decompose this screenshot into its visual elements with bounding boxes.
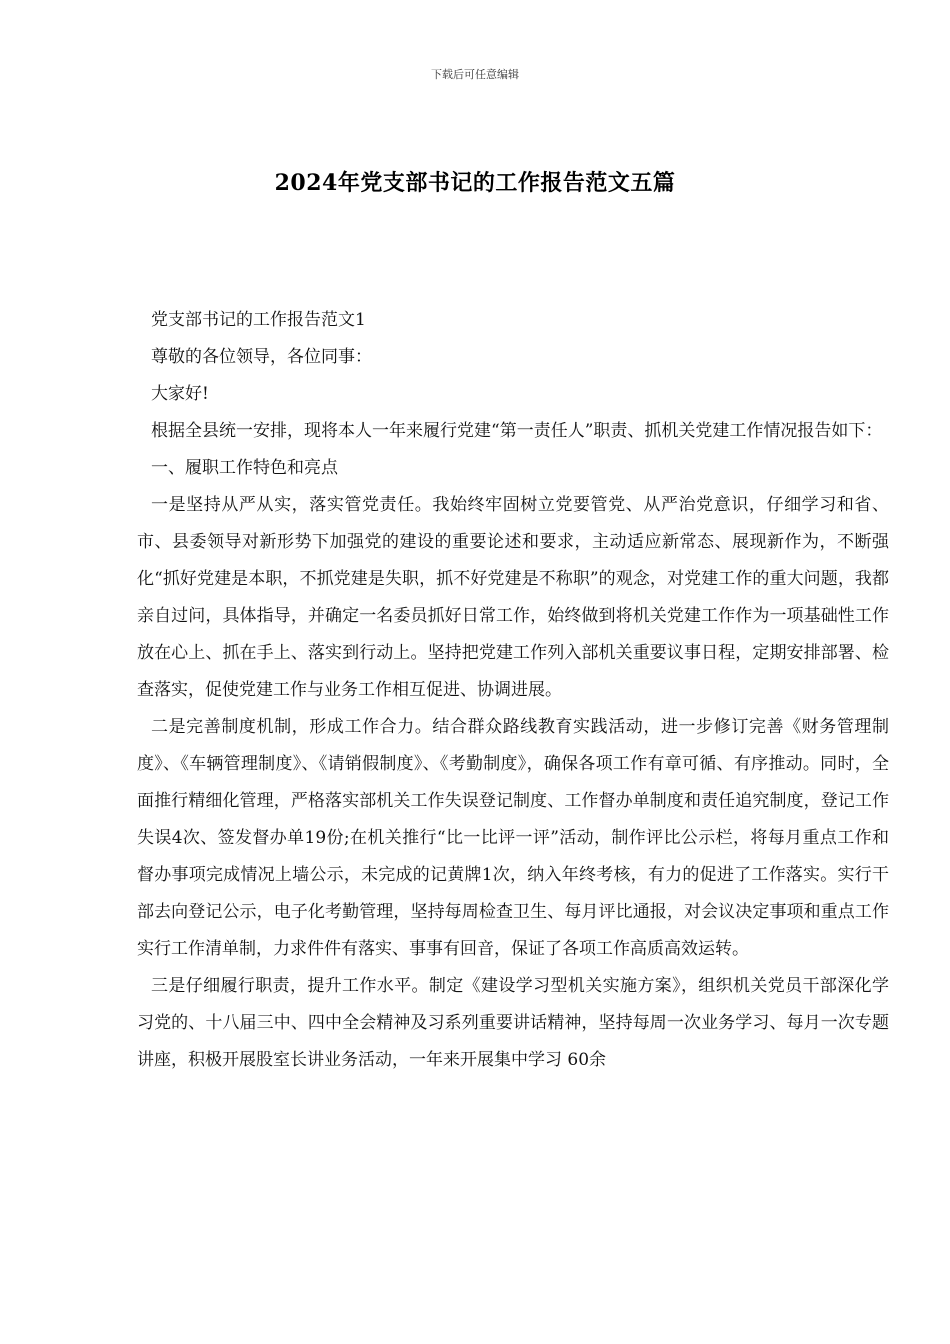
- greeting: 大家好!: [151, 384, 209, 404]
- body-paragraph: 一是坚持从严从实，落实管党责任。我始终牢固树立党要管党、从严治党意识，仔细学习和省、市、县委领导对新形势下加强党的建设的重要论述和要求，主动适应新常态、展现新作为，不断强化“抓好党建是本职，不抓党建是失职，抓不好党建是不称职”的观念，对党建工作的重大问题，我都亲自过问，具体指导，并确定一名委员抓好日常工作，始终做到将机关党建工作作为一项基础性工作放在心上、抓在手上、落实到行动上。坚持把党建工作列入部机关重要议事日程，定期安排部署、检查落实，促使党建工作与业务工作相互促进、协调进展。: [137, 495, 889, 700]
- intro-paragraph: 根据全县统一安排，现将本人一年来履行党建“第一责任人”职责、抓机关党建工作情况报告如下：: [151, 421, 883, 441]
- header-note: 下载后可任意编辑: [431, 68, 519, 81]
- body-paragraph: 三是仔细履行职责，提升工作水平。制定《建设学习型机关实施方案》，组织机关党员干部深化学习党的、十八届三中、四中全会精神及习系列重要讲话精神，坚持每周一次业务学习、每月一次专题讲座，积极开展股室长讲业务活动，一年来开展集中学习 60余: [137, 976, 889, 1070]
- body-paragraph: 二是完善制度机制，形成工作合力。结合群众路线教育实践活动，进一步修订完善《财务管理制度》、《车辆管理制度》、《请销假制度》、《考勤制度》，确保各项工作有章可循、有序推动。同时，全面推行精细化管理，严格落实部机关工作失误登记制度、工作督办单制度和责任追究制度，登记工作失误4次、签发督办单19份;在机关推行“比一比评一评”活动，制作评比公示栏，将每月重点工作和督办事项完成情况上墙公示，未完成的记黄牌1次，纳入年终考核，有力的促进了工作落实。实行干部去向登记公示，电子化考勤管理，坚持每周检查卫生、每月评比通报，对会议决定事项和重点工作实行工作清单制，力求件件有落实、事事有回音，保证了各项工作高质高效运转。: [137, 717, 889, 959]
- salutation: 尊敬的各位领导，各位同事：: [151, 347, 372, 367]
- document-body: [137, 302, 889, 1079]
- section-heading: 党支部书记的工作报告范文1: [151, 310, 366, 330]
- subsection-heading: 一、履职工作特色和亮点: [151, 458, 338, 478]
- document-title: 2024年党支部书记的工作报告范文五篇: [274, 170, 676, 196]
